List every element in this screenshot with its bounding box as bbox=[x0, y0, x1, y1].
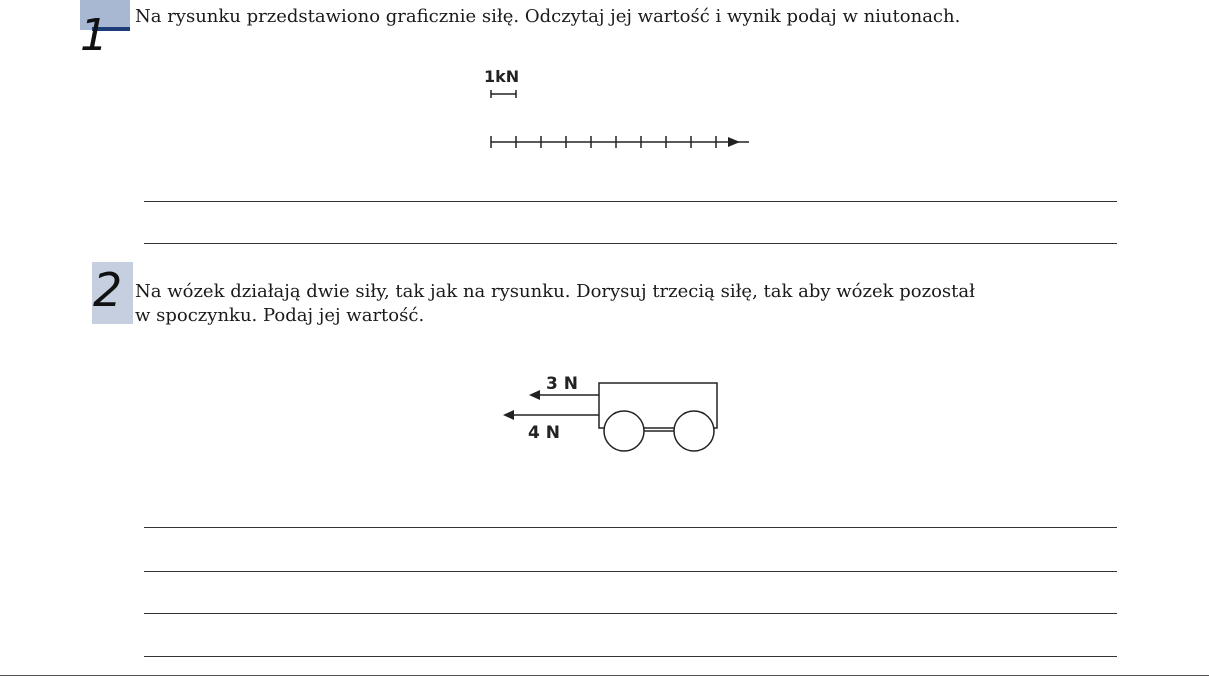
cart-diagram bbox=[495, 365, 735, 460]
task1-number: 1 bbox=[80, 10, 108, 61]
force-label-4n: 4 N bbox=[528, 423, 560, 443]
task2-answer-line-1[interactable] bbox=[144, 527, 1117, 528]
scale-label: 1kN bbox=[484, 67, 520, 86]
force-label-3n: 3 N bbox=[546, 374, 578, 394]
force-arrowhead bbox=[728, 137, 740, 147]
force-vector bbox=[491, 136, 749, 148]
task2-answer-line-3[interactable] bbox=[144, 613, 1117, 614]
task1-answer-line-2[interactable] bbox=[144, 243, 1117, 244]
task2-number: 2 bbox=[93, 263, 123, 317]
task1-force-diagram bbox=[470, 60, 760, 160]
task2-prompt-line2: w spoczynku. Podaj jej wartość. bbox=[135, 305, 425, 326]
page-bottom-rule bbox=[0, 675, 1209, 676]
task1-answer-line-1[interactable] bbox=[144, 201, 1117, 202]
cart-wheel-left bbox=[604, 411, 644, 451]
task2-answer-line-4[interactable] bbox=[144, 656, 1117, 657]
scale-bar bbox=[491, 90, 516, 98]
task1-prompt: Na rysunku przedstawiono graficznie siłę. Odczytaj jej wartość i wynik podaj w niutonach. bbox=[135, 6, 961, 27]
cart-wheel-right bbox=[674, 411, 714, 451]
task2-prompt-line1: Na wózek działają dwie siły, tak jak na rysunku. Dorysuj trzecią siłę, tak aby wózek pozostał bbox=[135, 281, 975, 302]
task2-answer-line-2[interactable] bbox=[144, 571, 1117, 572]
force-arrow-4n bbox=[503, 410, 599, 420]
